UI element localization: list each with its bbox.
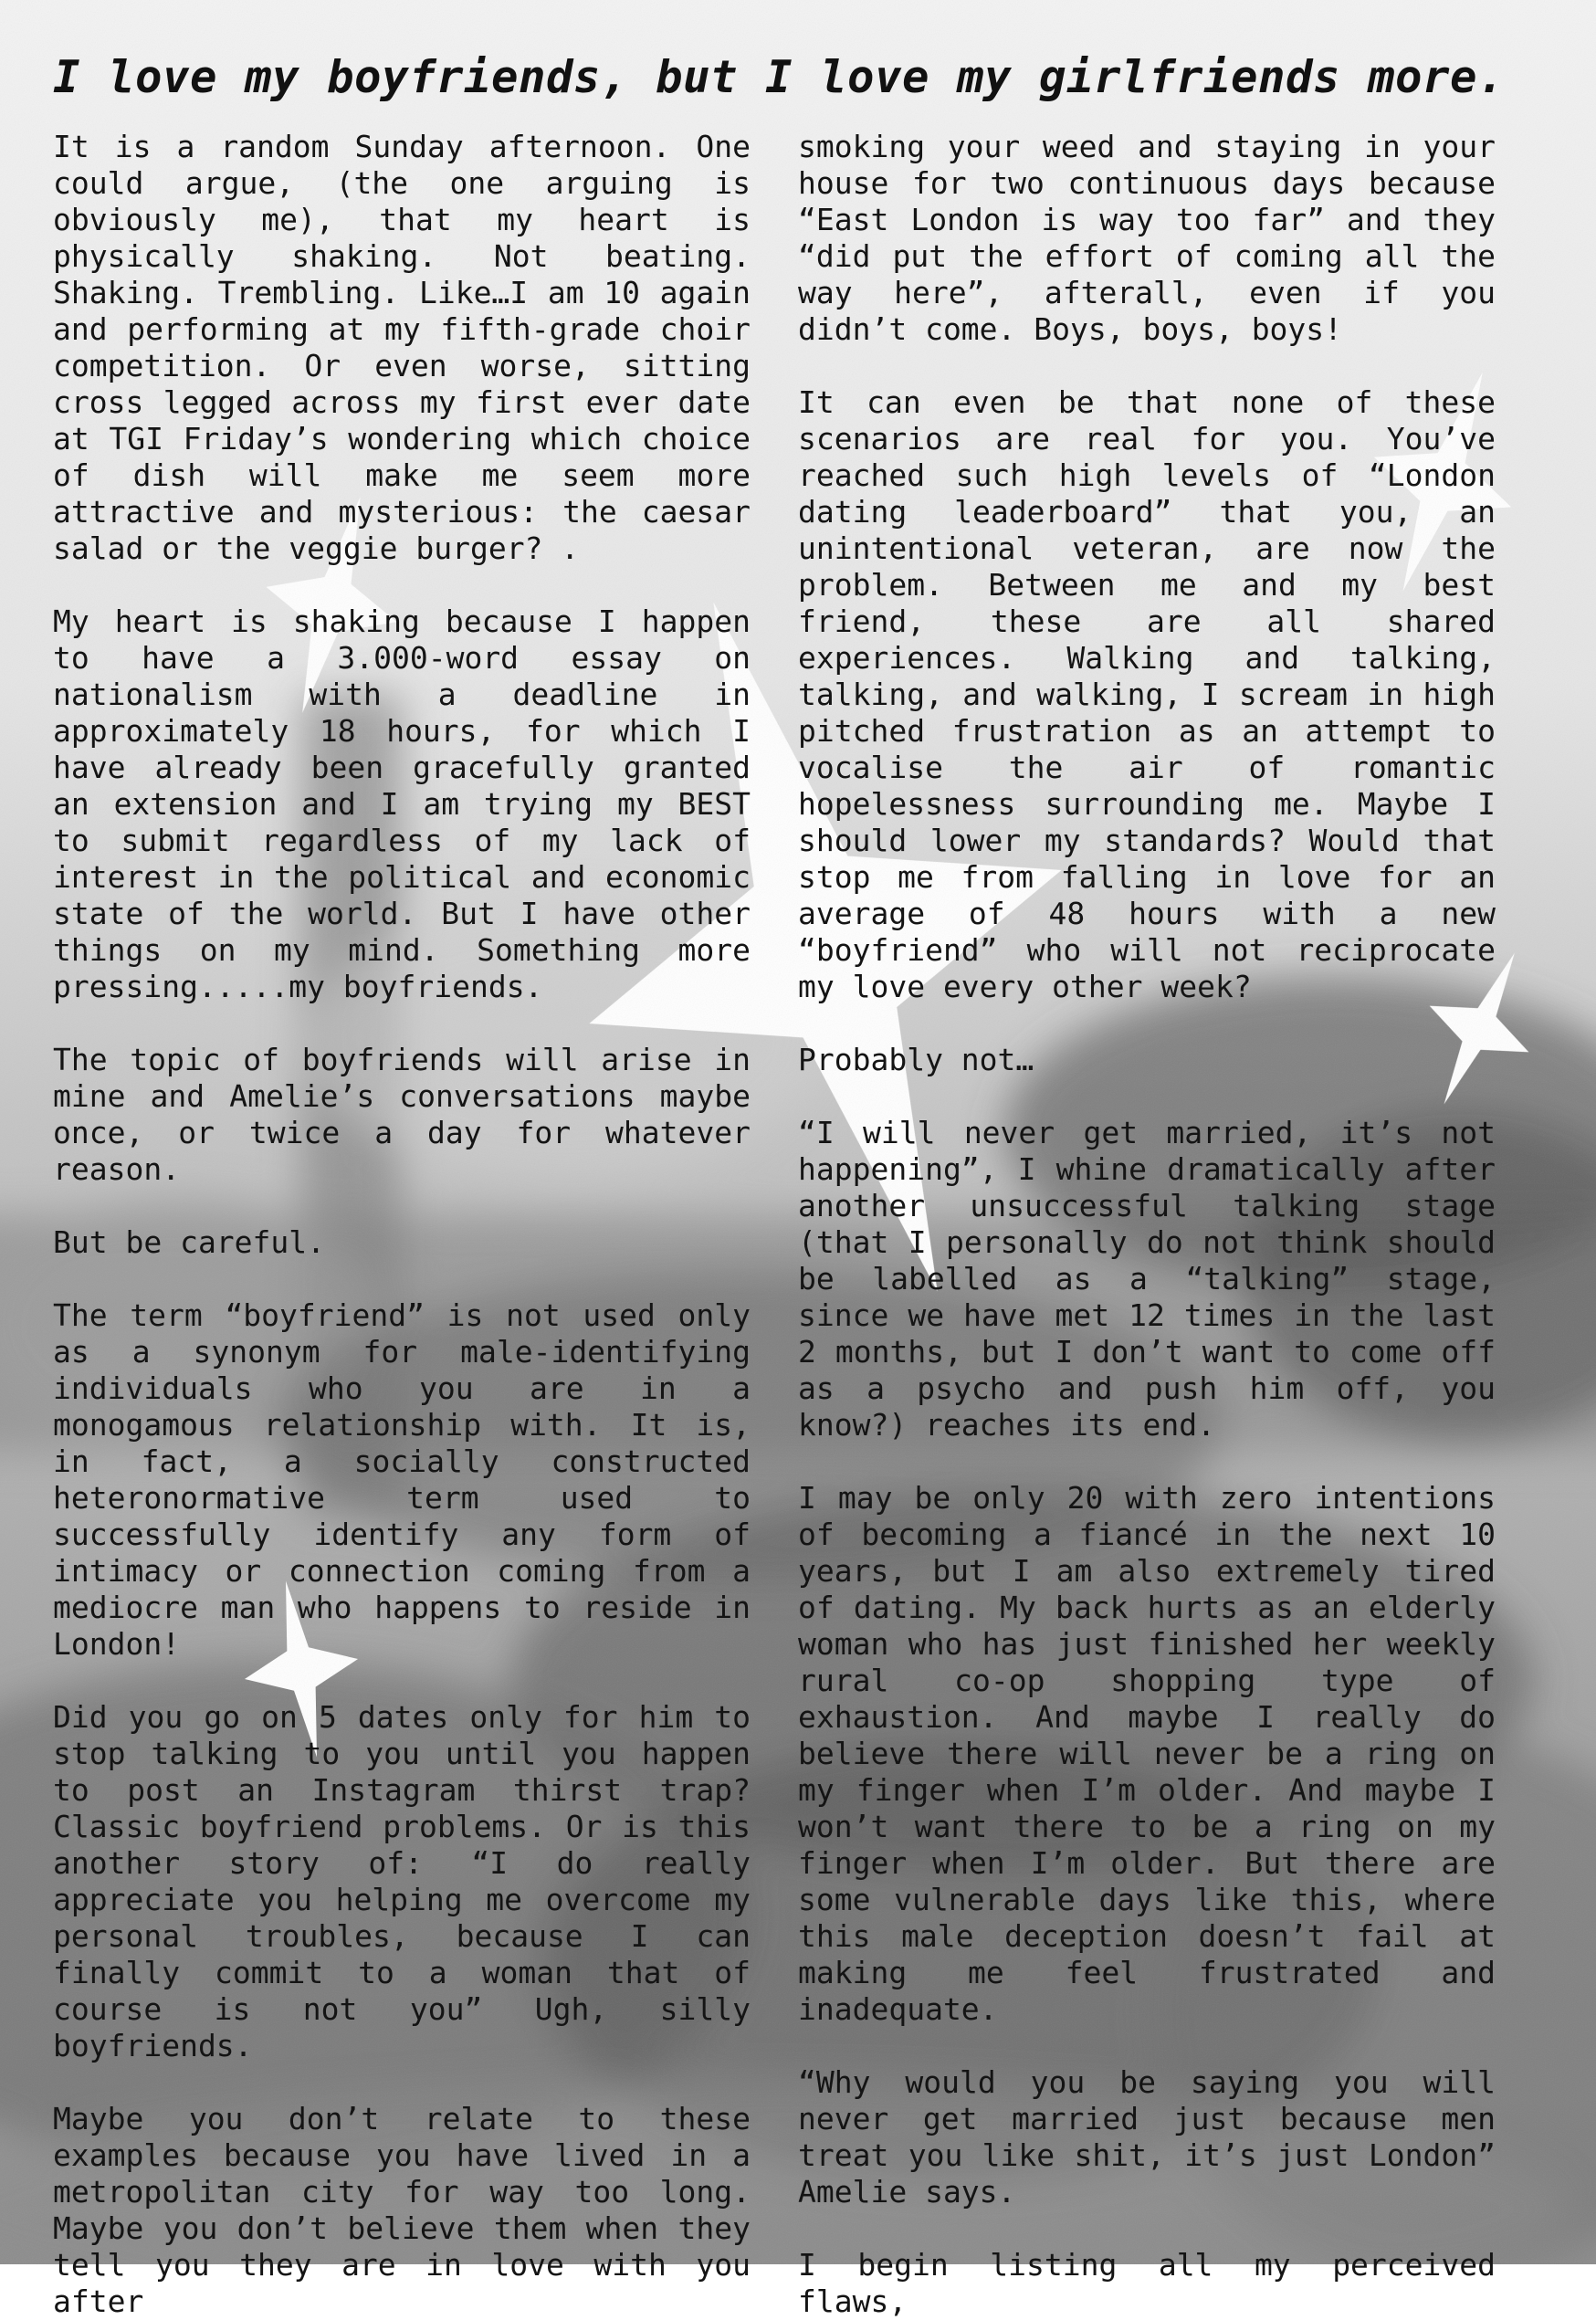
paragraph: The topic of boyfriends will arise in mine and Amelie’s conversations maybe once, or twice a day for whatever reason.: [53, 1042, 751, 1187]
paragraph: But be careful.: [53, 1224, 326, 1260]
paragraph: Did you go on 5 dates only for him to stop talking to you until you happen to post an Instagram thirst trap? Classic boyfriend problems. Or is this another story of: “I do really appreciate you helping me overcome my personal troubles, because I can finally commit to a woman that of course is not you” Ugh, silly boyfriends.: [53, 1699, 751, 2063]
paragraph: “Why would you be saying you will never get married just because men treat you like shit, it’s just London” Amelie says.: [798, 2064, 1496, 2210]
paragraph: It is a random Sunday afternoon. One could argue, (the one arguing is obviously me), that my heart is physically shaking. Not beating. Shaking. Trembling. Like…I am 10 again and performing at my fifth-grade choir competition. Or even worse, sitting cross legged across my first ever date at TGI Friday’s wondering which choice of dish will make me seem more attractive and mysterious: the caesar salad or the veggie burger? .: [53, 129, 751, 566]
paragraph: Probably not…: [798, 1042, 1034, 1077]
paragraph: Maybe you don’t relate to these examples because you have lived in a metropolitan city for way too long. Maybe you don’t believe them when they tell you they are in love with you after: [53, 2101, 751, 2319]
article-column-right: [798, 129, 1496, 2320]
paragraph: The term “boyfriend” is not used only as a synonym for male-identifying individuals who you are in a monogamous relationship with. It is, in fact, a socially constructed heteronormative term used to successfully identify any form of intimacy or connection coming from a mediocre man who happens to reside in London!: [53, 1297, 751, 1662]
paragraph: It can even be that none of these scenarios are real for you. You’ve reached such high levels of “London dating leaderboard” that you, an unintentional veteran, are now the problem. Between me and my best friend, these are all shared experiences. Walking and talking, talking, and walking, I scream in high pitched frustration as an attempt to vocalise the air of romantic hopelessness surrounding me. Maybe I should lower my standards? Would that stop me from falling in love for an average of 48 hours with a new “boyfriend” who will not reciprocate my love every other week?: [798, 384, 1496, 1004]
article-column-left: [53, 129, 751, 2320]
paragraph: My heart is shaking because I happen to have a 3.000-word essay on nationalism with a deadline in approximately 18 hours, for which I have already been gracefully granted an extension and I am trying my BEST to submit regardless of my lack of interest in the political and economic state of the world. But I have other things on my mind. Something more pressing.....my boyfriends.: [53, 604, 751, 1004]
paragraph: “I will never get married, it’s not happening”, I whine dramatically after another unsuccessful talking stage (that I personally do not think should be labelled as a “talking” stage, since we have met 12 times in the last 2 months, but I don’t want to come off as a psycho and push him off, you know?) reaches its end.: [798, 1115, 1496, 1443]
paragraph: I may be only 20 with zero intentions of becoming a fiancé in the next 10 years, but I am also extremely tired of dating. My back hurts as an elderly woman who has just finished her weekly rural co-op shopping type of exhaustion. And maybe I really do believe there will never be a ring on my finger when I’m older. And maybe I won’t want there to be a ring on my finger when I’m older. But there are some vulnerable days like this, where this male deception doesn’t fail at making me feel frustrated and inadequate.: [798, 1480, 1496, 2027]
paragraph: I begin listing all my perceived flaws,: [798, 2247, 1496, 2319]
article-title: I love my boyfriends, but I love my girlfriends more.: [53, 51, 1506, 103]
paragraph: smoking your weed and staying in your house for two continuous days because “East London is way too far” and they “did put the effort of coming all the way here”, afterall, even if you didn’t come. Boys, boys, boys!: [798, 129, 1496, 347]
